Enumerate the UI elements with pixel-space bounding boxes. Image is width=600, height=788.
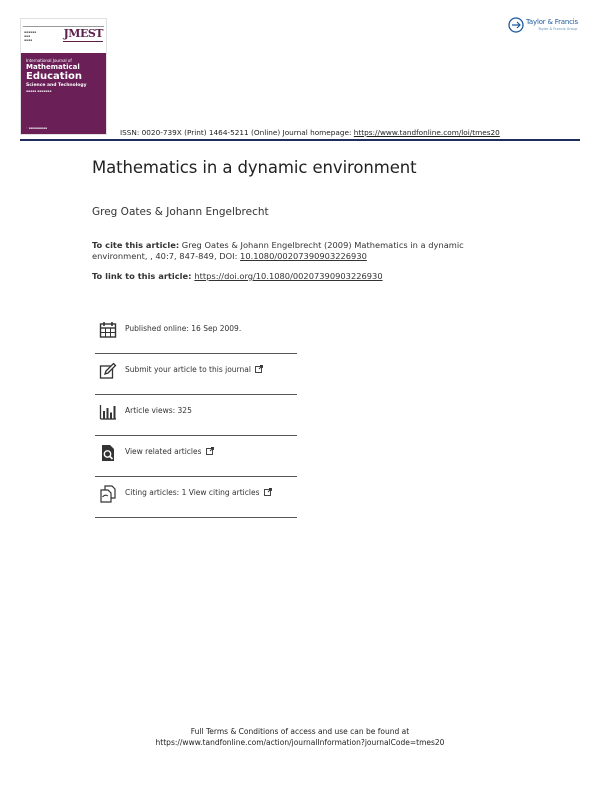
- doi-link[interactable]: 10.1080/00207390903226930: [240, 250, 367, 261]
- document-search-icon: [99, 444, 117, 462]
- row-citing[interactable]: [95, 477, 297, 518]
- cite-label: To cite this article:: [92, 240, 180, 250]
- footer-terms-link[interactable]: https://www.tandfonline.com/action/journalInformation?journalCode=tmes20: [155, 738, 445, 747]
- calendar-icon: [99, 321, 117, 339]
- terms-footer: [0, 726, 600, 748]
- header-divider: [20, 139, 580, 141]
- citing-articles-link[interactable]: Citing articles: 1 View citing articles: [125, 488, 272, 497]
- issn-line: [120, 128, 500, 137]
- citation-block: [92, 240, 482, 261]
- article-authors: Greg Oates & Johann Engelbrecht: [92, 206, 269, 218]
- published-date: Published online: 16 Sep 2009.: [125, 324, 242, 333]
- external-link-icon: [255, 365, 263, 373]
- cover-line1: International Journal of: [26, 58, 72, 63]
- publisher-name: Taylor & Francis: [526, 18, 578, 26]
- cite-text: Greg Oates & Johann Engelbrecht (2009) Mathematics in a dynamic environment, , 40:7, 847-849, DOI:: [92, 240, 464, 261]
- external-link-icon: [206, 447, 214, 455]
- bar-chart-icon: [99, 403, 117, 421]
- journal-cover: ▪▪▪▪▪▪ ▪▪▪ ▪▪▪▪ JMEST International Journal of Mathematical Education Science and Technology ▪▪▪▪▪ ▪▪▪▪▪▪▪ ◦ ▪▪▪▪▪▪▪▪▪: [20, 18, 107, 135]
- cover-line3: Education: [26, 71, 82, 82]
- related-articles-link[interactable]: View related articles: [125, 447, 214, 456]
- cover-journal-mark: JMEST: [63, 27, 103, 40]
- row-views: [95, 395, 297, 436]
- external-link-icon: [264, 488, 272, 496]
- row-submit[interactable]: [95, 354, 297, 395]
- issn-text: ISSN: 0020-739X (Print) 1464-5211 (Online) Journal homepage:: [120, 128, 354, 137]
- article-link-line: [92, 271, 383, 281]
- row-related[interactable]: [95, 436, 297, 477]
- article-title: Mathematics in a dynamic environment: [92, 158, 417, 177]
- article-info-panel: [95, 313, 297, 518]
- article-url-link[interactable]: https://doi.org/10.1080/00207390903226930: [194, 271, 383, 281]
- footer-line1: Full Terms & Conditions of access and use can be found at: [190, 727, 410, 736]
- publisher-subtitle: Taylor & Francis Group: [538, 27, 578, 31]
- cover-line4: Science and Technology: [26, 83, 87, 88]
- row-published: [95, 313, 297, 354]
- publisher-logo-icon: [508, 17, 524, 33]
- article-views: Article views: 325: [125, 406, 192, 415]
- journal-homepage-link[interactable]: https://www.tandfonline.com/loi/tmes20: [353, 128, 500, 137]
- cover-line2: Mathematical: [26, 63, 80, 71]
- publisher-logo[interactable]: [508, 16, 580, 36]
- link-label: To link to this article:: [92, 271, 195, 281]
- edit-icon: [99, 362, 117, 380]
- citing-documents-icon: [99, 485, 117, 503]
- submit-article-link[interactable]: Submit your article to this journal: [125, 365, 263, 374]
